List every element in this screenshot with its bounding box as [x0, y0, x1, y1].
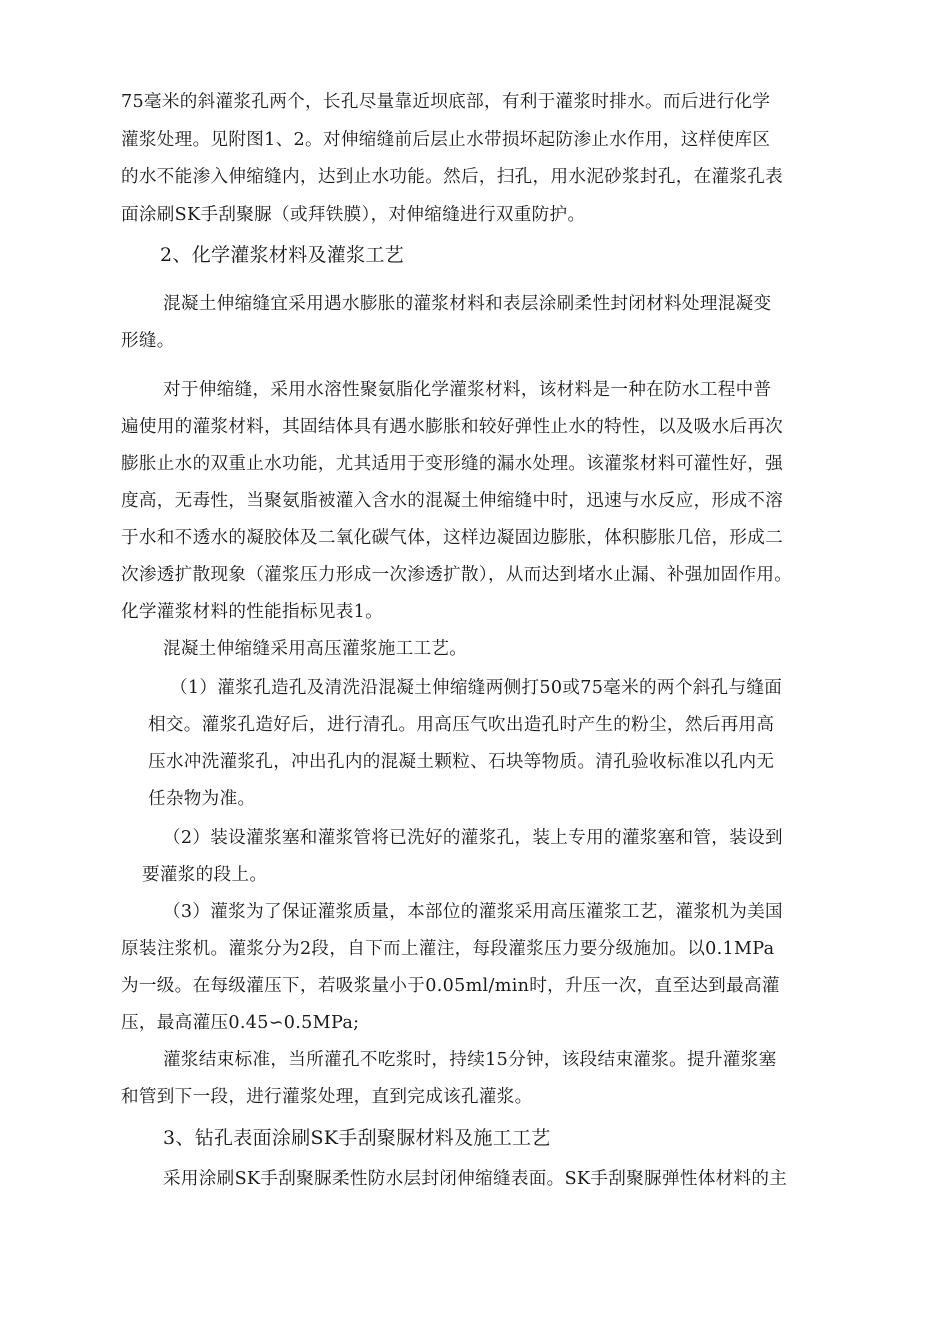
body-text-line: 遍使用的灌浆材料，其固结体具有遇水膨胀和较好弹性止水的特性，以及吸水后再次 [121, 417, 784, 437]
body-text-line: 原装注浆机。灌浆分为2段，自下而上灌注，每段灌浆压力要分级施加。以0.1MPa [121, 939, 775, 959]
section-heading-3: 3、钻孔表面涂刷SK手刮聚脲材料及施工工艺 [163, 1127, 551, 1149]
body-text-line: 压水冲洗灌浆孔，冲出孔内的混凝土颗粒、石块等物质。清孔验收标准以孔内无 [148, 752, 775, 772]
body-text-line: 对于伸缩缝，采用水溶性聚氨脂化学灌浆材料，该材料是一种在防水工程中普 [163, 380, 772, 400]
body-text-line: （1）灌浆孔造孔及清洗沿混凝土伸缩缝两侧打50或75毫米的两个斜孔与缝面 [170, 678, 783, 698]
body-text-line: 灌浆处理。见附图1、2。对伸缩缝前后层止水带损坏起防渗止水作用，这样使库区 [121, 130, 771, 150]
body-text-line: 混凝土伸缩缝采用高压灌浆施工工艺。 [163, 639, 468, 659]
body-text-line: （3）灌浆为了保证灌浆质量，本部位的灌浆采用高压灌浆工艺，灌浆机为美国 [163, 902, 783, 922]
body-text-line: 要灌浆的段上。 [142, 865, 268, 885]
body-text-line: 于水和不透水的凝胶体及二氧化碳气体，这样边凝固边膨胀，体积膨胀几倍，形成二 [121, 528, 784, 548]
body-text-line: 任杂物为准。 [148, 789, 256, 809]
body-text-line: （2）装设灌浆塞和灌浆管将已洗好的灌浆孔，装上专用的灌浆塞和管，装设到 [163, 828, 783, 848]
body-text-line: 形缝。 [121, 331, 175, 351]
body-text-line: 75毫米的斜灌浆孔两个，长孔尽量靠近坝底部，有利于灌浆时排水。而后进行化学 [121, 92, 771, 112]
body-text-line: 相交。灌浆孔造好后，进行清孔。用高压气吹出造孔时产生的粉尘，然后再用高 [148, 715, 775, 735]
body-text-line: 化学灌浆材料的性能指标见表1。 [121, 602, 384, 622]
body-text-line: 压，最高灌压0.45∽0.5MPa; [121, 1013, 360, 1033]
body-text-line: 采用涂刷SK手刮聚脲柔性防水层封闭伸缩缝表面。SK手刮聚脲弹性体材料的主 [163, 1169, 788, 1189]
body-text-line: 度高，无毒性，当聚氨脂被灌入含水的混凝土伸缩缝中时，迅速与水反应，形成不溶 [121, 491, 784, 511]
body-text-line: 为一级。在每级灌压下，若吸浆量小于0.05ml/min时，升压一次，直至达到最高灌 [121, 976, 780, 996]
body-text-line: 的水不能渗入伸缩缝内，达到止水功能。然后，扫孔，用水泥砂浆封孔，在灌浆孔表 [121, 167, 784, 187]
body-text-line: 次渗透扩散现象（灌浆压力形成一次渗透扩散），从而达到堵水止漏、补强加固作用。 [121, 565, 793, 585]
body-text-line: 混凝土伸缩缝宜采用遇水膨胀的灌浆材料和表层涂刷柔性封闭材料处理混凝变 [163, 294, 772, 314]
body-text-line: 膨胀止水的双重止水功能，尤其适用于变形缝的漏水处理。该灌浆材料可灌性好，强 [121, 454, 784, 474]
body-text-line: 面涂刷SK手刮聚脲（或拜铁膜），对伸缩缝进行双重防护。 [121, 205, 586, 225]
section-heading-2: 2、化学灌浆材料及灌浆工艺 [160, 244, 404, 266]
body-text-line: 灌浆结束标准，当所灌孔不吃浆时，持续15分钟，该段结束灌浆。提升灌浆塞 [163, 1050, 777, 1070]
body-text-line: 和管到下一段，进行灌浆处理，直到完成该孔灌浆。 [121, 1087, 533, 1107]
